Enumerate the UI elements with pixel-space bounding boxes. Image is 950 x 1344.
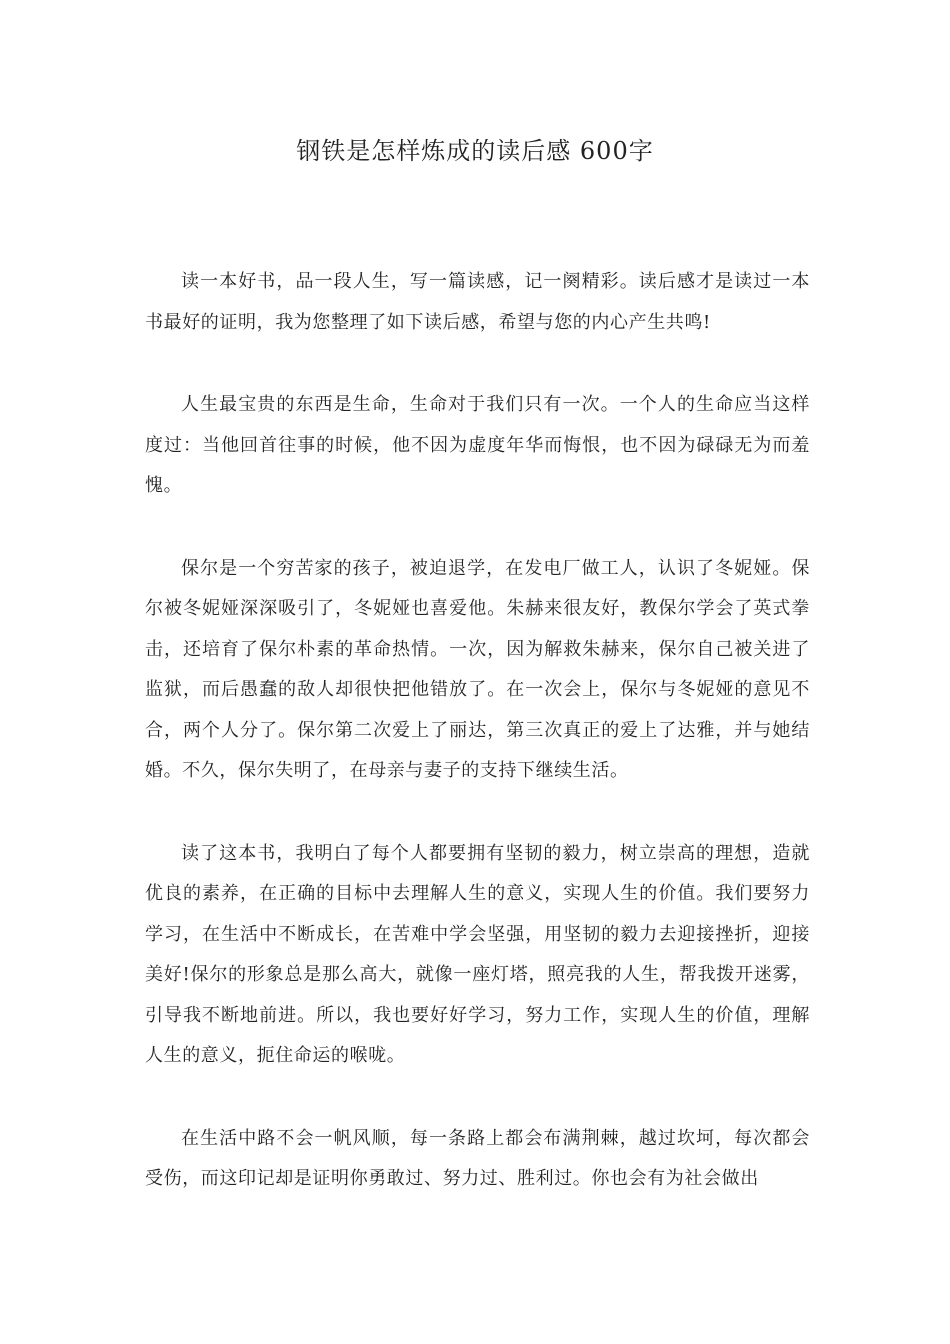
paragraph-summary: 保尔是一个穷苦家的孩子，被迫退学，在发电厂做工人，认识了冬妮娅。保尔被冬妮娅深深吸引了，冬妮娅也喜爱他。朱赫来很友好，教保尔学会了英式拳击，还培育了保尔朴素的革命热情。一次，因为解救朱赫来，保尔自己被关进了监狱，而后愚蠢的敌人却很快把他错放了。在一次会上，保尔与冬妮娅的意见不合，两个人分了。保尔第二次爱上了丽达，第三次真正的爱上了达雅，并与她结婚。不久，保尔失明了，在母亲与妻子的支持下继续生活。	[145, 557, 810, 781]
paragraph-reflection: 读了这本书，我明白了每个人都要拥有坚韧的毅力，树立崇高的理想，造就优良的素养，在正确的目标中去理解人生的意义，实现人生的价值。我们要努力学习，在生活中不断成长，在苦难中学会坚强，用坚韧的毅力去迎接挫折，迎接美好!保尔的形象总是那么高大，就像一座灯塔，照亮我的人生，帮我拨开迷雾，引导我不断地前进。所以，我也要好好学习，努力工作，实现人生的价值，理解人生的意义，扼住命运的喉咙。	[145, 842, 810, 1066]
document-title: 钢铁是怎样炼成的读后感 600字	[296, 137, 654, 165]
paragraph-conclusion: 在生活中路不会一帆风顺，每一条路上都会布满荆棘，越过坎坷，每次都会受伤，而这印记却是证明你勇敢过、努力过、胜利过。你也会有为社会做出	[145, 1127, 810, 1189]
paragraph-quote: 人生最宝贵的东西是生命，生命对于我们只有一次。一个人的生命应当这样度过：当他回首往事的时候，他不因为虚度年华而悔恨，也不因为碌碌无为而羞愧。	[145, 394, 810, 496]
document-body	[145, 262, 810, 1200]
paragraph-intro: 读一本好书，品一段人生，写一篇读感，记一阕精彩。读后感才是读过一本书最好的证明，我为您整理了如下读后感，希望与您的内心产生共鸣!	[145, 271, 810, 333]
